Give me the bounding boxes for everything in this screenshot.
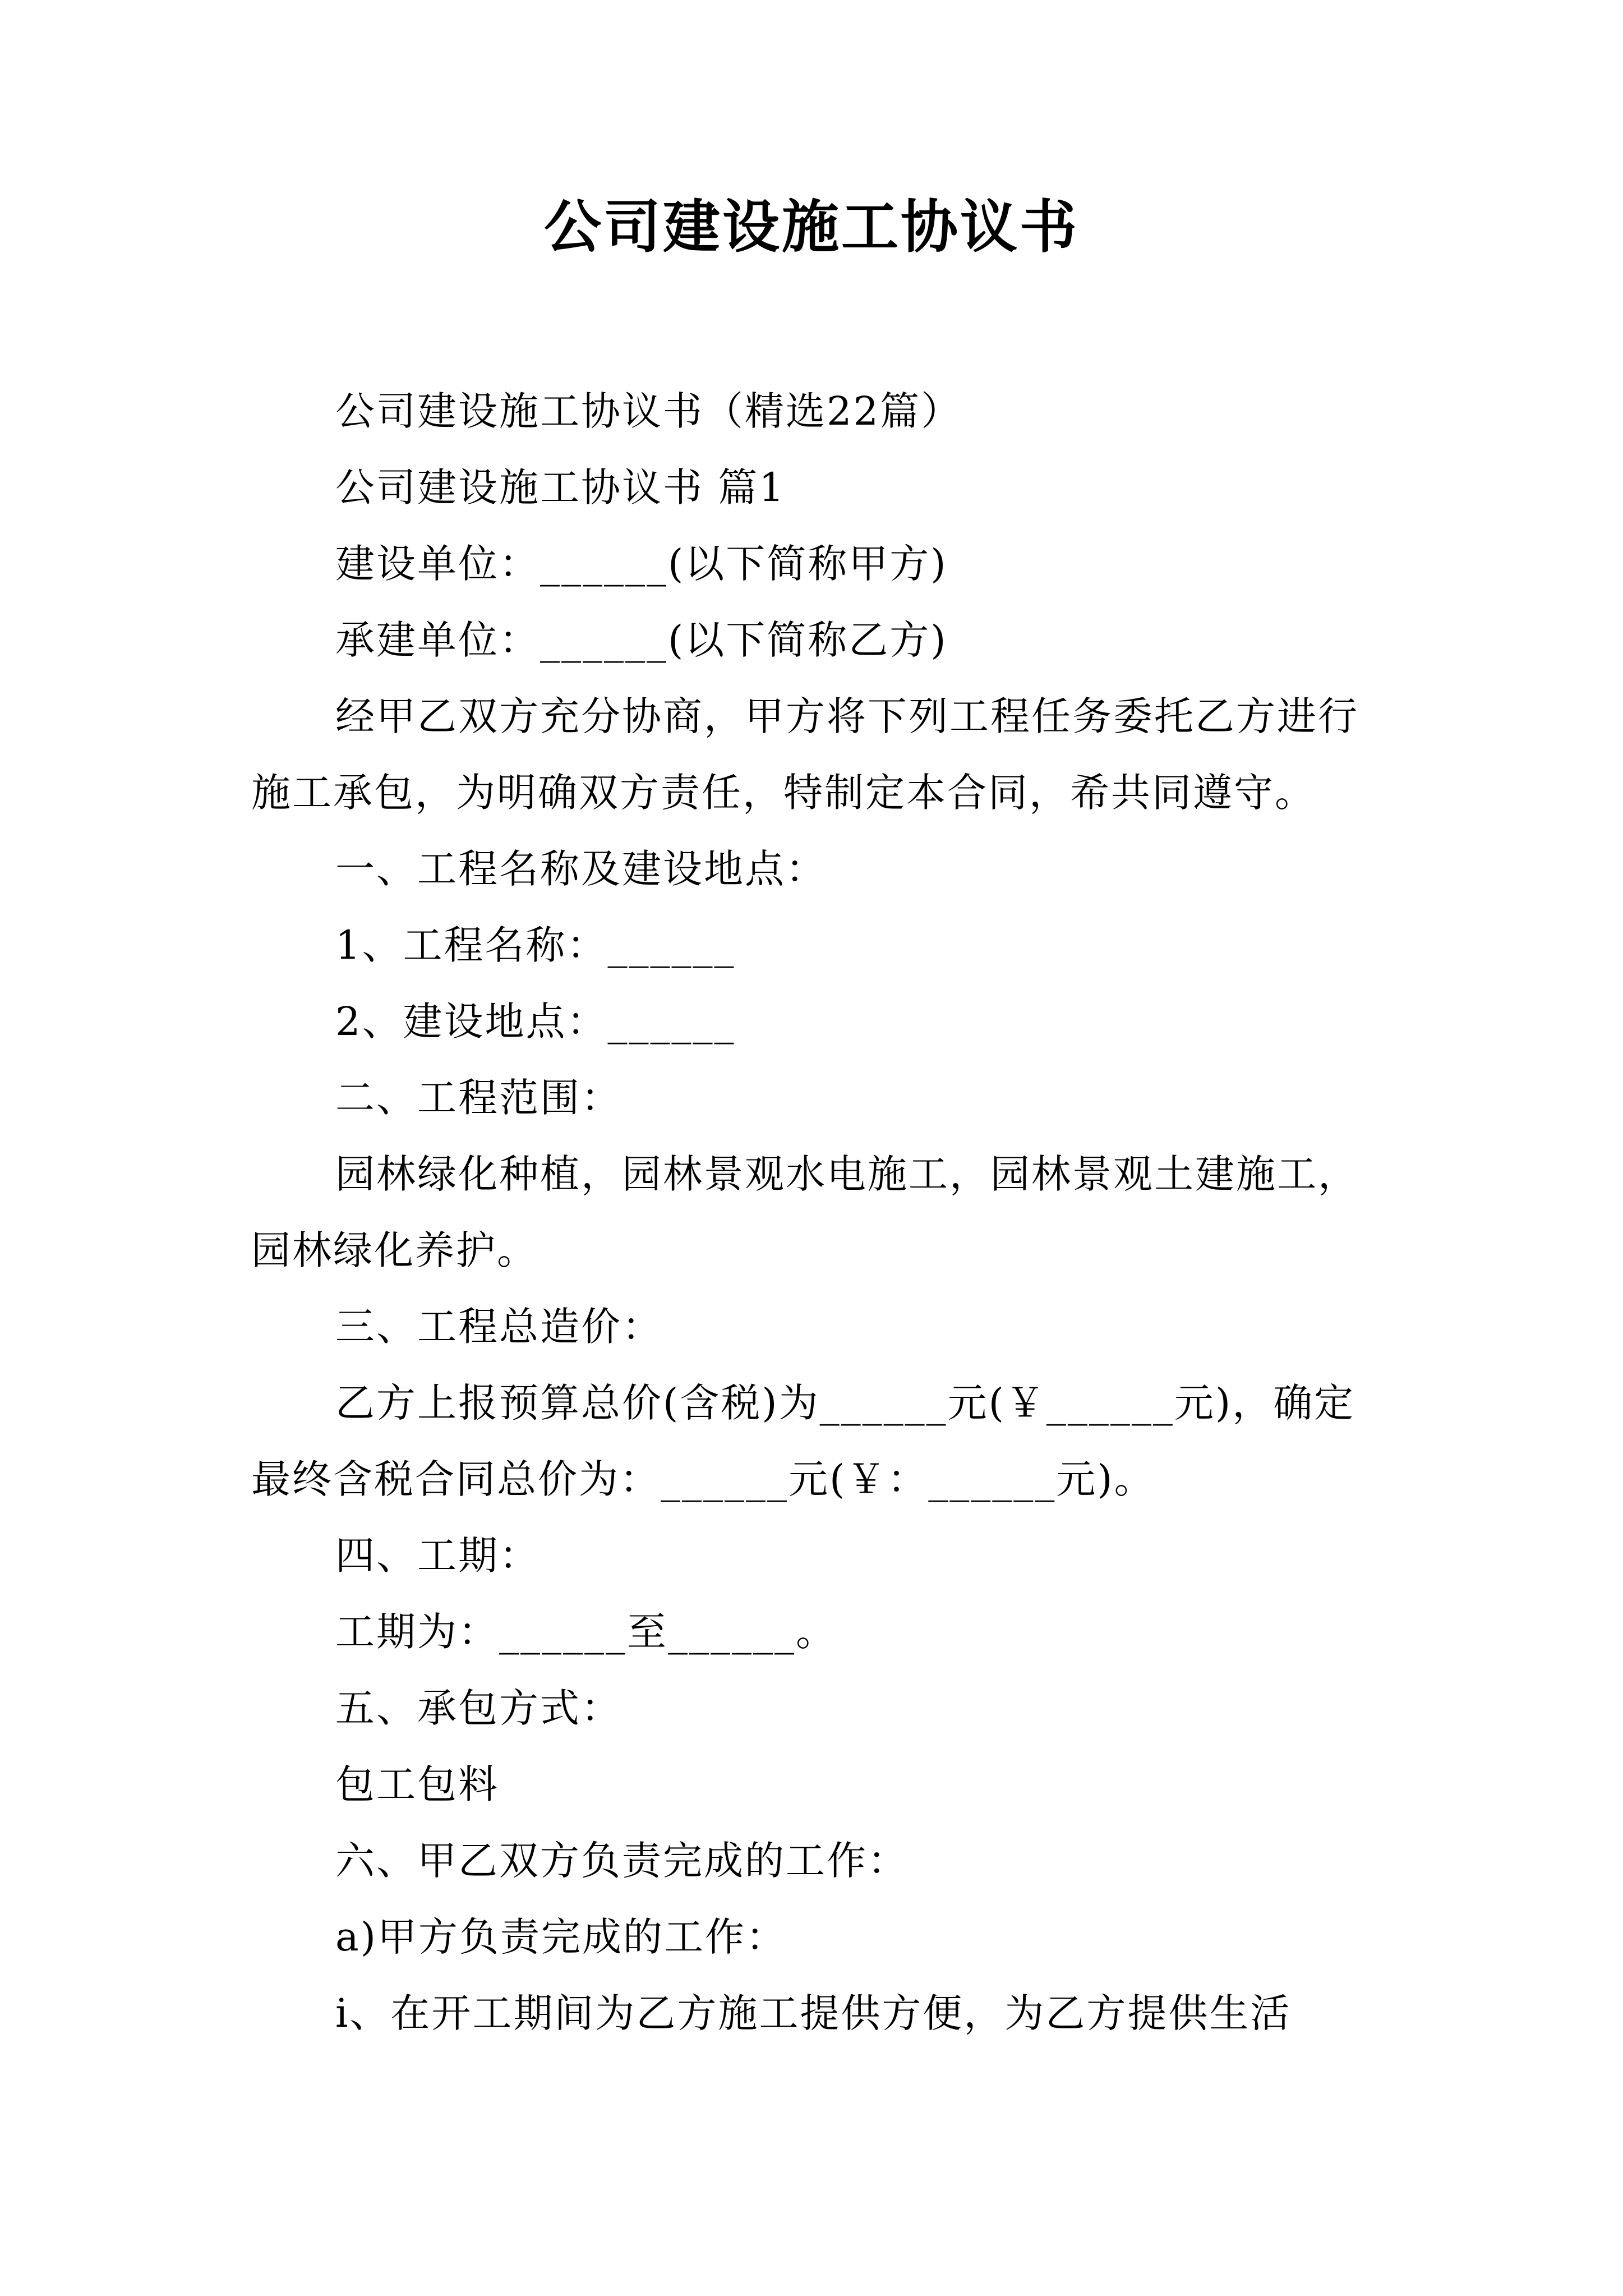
paragraph: i、在开工期间为乙方施工提供方便，为乙方提供生活 (335, 1990, 1292, 2036)
document-body (251, 373, 1373, 2051)
paragraph: 六、甲乙双方负责完成的工作： (335, 1838, 909, 1884)
paragraph: 承建单位：______(以下简称乙方) (335, 617, 948, 663)
paragraph: 乙方上报预算总价(含税)为______元(￥______元)，确定最终含税合同总价为：______元(￥：______元)。 (251, 1380, 1355, 1502)
paragraph: 1、工程名称：______ (335, 922, 736, 968)
paragraph: 工期为：______至______。 (335, 1609, 837, 1655)
paragraph: 经甲乙双方充分协商，甲方将下列工程任务委托乙方进行施工承包，为明确双方责任，特制定本合同，希共同遵守。 (251, 693, 1359, 816)
paragraph: 五、承包方式： (335, 1685, 622, 1731)
document-title: 公司建设施工协议书 (544, 194, 1079, 261)
paragraph: 一、工程名称及建设地点： (335, 846, 827, 892)
paragraph: 公司建设施工协议书（精选22篇） (335, 388, 962, 434)
paragraph: 二、工程范围： (335, 1075, 622, 1121)
paragraph: a)甲方负责完成的工作： (335, 1914, 787, 1960)
paragraph: 2、建设地点：______ (335, 999, 736, 1045)
paragraph: 园林绿化种植，园林景观水电施工，园林景观土建施工，园林绿化养护。 (251, 1151, 1359, 1273)
paragraph: 四、工期： (335, 1533, 540, 1579)
paragraph: 包工包料 (335, 1761, 499, 1807)
paragraph: 建设单位：______(以下简称甲方) (335, 541, 948, 587)
paragraph: 公司建设施工协议书 篇1 (335, 464, 786, 510)
paragraph: 三、工程总造价： (335, 1304, 663, 1350)
